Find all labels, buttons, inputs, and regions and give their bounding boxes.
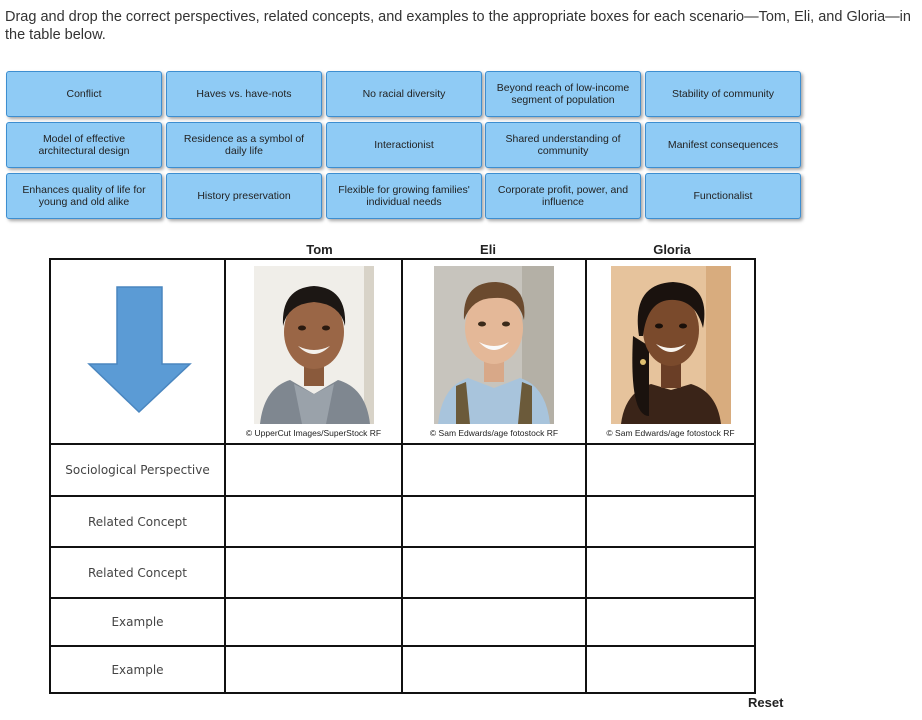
drag-chip-manifest-consequences[interactable]: Manifest consequences xyxy=(645,122,801,168)
photo-cell-gloria xyxy=(586,259,755,444)
drag-chip-shared-understanding[interactable]: Shared understanding of community xyxy=(485,122,641,168)
drop-zone-tom-concept-2[interactable] xyxy=(225,547,402,598)
drag-chip-conflict[interactable]: Conflict xyxy=(6,71,162,117)
tom-photo xyxy=(254,266,374,424)
down-arrow-icon xyxy=(51,260,224,443)
eli-photo xyxy=(434,266,554,424)
row-label-example-1: Example xyxy=(50,598,225,646)
photo-credit-eli: © Sam Edwards/age fotostock RF xyxy=(429,428,559,438)
drag-chip-enhances-quality[interactable]: Enhances quality of life for young and old alike xyxy=(6,173,162,219)
photo-credit-gloria: © Sam Edwards/age fotostock RF xyxy=(606,428,735,438)
row-label-example-2: Example xyxy=(50,646,225,693)
column-header-eli: Eli xyxy=(480,242,496,257)
drag-chip-functionalist[interactable]: Functionalist xyxy=(645,173,801,219)
drop-zone-gloria-concept-2[interactable] xyxy=(586,547,755,598)
scenario-table xyxy=(49,258,756,694)
gloria-photo xyxy=(611,266,731,424)
column-header-tom: Tom xyxy=(306,242,333,257)
row-label-sociological-perspective: Sociological Perspective xyxy=(50,444,225,496)
row-label-related-concept-2: Related Concept xyxy=(50,547,225,598)
column-header-gloria: Gloria xyxy=(653,242,691,257)
photo-cell-tom xyxy=(225,259,402,444)
drop-zone-eli-example-2[interactable] xyxy=(402,646,586,693)
drop-zone-eli-concept-1[interactable] xyxy=(402,496,586,547)
drag-chip-flexible-families[interactable]: Flexible for growing families' individual needs xyxy=(326,173,482,219)
drag-chip-residence-symbol[interactable]: Residence as a symbol of daily life xyxy=(166,122,322,168)
drop-zone-eli-concept-2[interactable] xyxy=(402,547,586,598)
drop-zone-gloria-concept-1[interactable] xyxy=(586,496,755,547)
drag-chip-corporate-profit[interactable]: Corporate profit, power, and influence xyxy=(485,173,641,219)
drop-zone-tom-example-2[interactable] xyxy=(225,646,402,693)
drag-chip-stability-of-community[interactable]: Stability of community xyxy=(645,71,801,117)
drag-chip-haves-vs-have-nots[interactable]: Haves vs. have-nots xyxy=(166,71,322,117)
reset-button[interactable]: Reset xyxy=(748,695,784,710)
instructions-text: Drag and drop the correct perspectives, related concepts, and examples to the appropriate boxes for each scenario—Tom, Eli, and Gloria—in the table below. xyxy=(5,9,911,43)
drag-chip-interactionist[interactable]: Interactionist xyxy=(326,122,482,168)
drop-zone-tom-concept-1[interactable] xyxy=(225,496,402,547)
drop-zone-gloria-example-1[interactable] xyxy=(586,598,755,646)
drag-chip-no-racial-diversity[interactable]: No racial diversity xyxy=(326,71,482,117)
drag-chip-model-architectural-design[interactable]: Model of effective architectural design xyxy=(6,122,162,168)
drop-zone-tom-perspective[interactable] xyxy=(225,444,402,496)
drop-zone-eli-perspective[interactable] xyxy=(402,444,586,496)
drop-zone-gloria-perspective[interactable] xyxy=(586,444,755,496)
drop-zone-tom-example-1[interactable] xyxy=(225,598,402,646)
photo-credit-tom: © UpperCut Images/SuperStock RF xyxy=(245,428,382,438)
drag-chip-history-preservation[interactable]: History preservation xyxy=(166,173,322,219)
drag-chip-beyond-reach[interactable]: Beyond reach of low-income segment of population xyxy=(485,71,641,117)
row-label-related-concept-1: Related Concept xyxy=(50,496,225,547)
drop-zone-eli-example-1[interactable] xyxy=(402,598,586,646)
drop-zone-gloria-example-2[interactable] xyxy=(586,646,755,693)
arrow-cell xyxy=(50,259,225,444)
photo-cell-eli xyxy=(402,259,586,444)
